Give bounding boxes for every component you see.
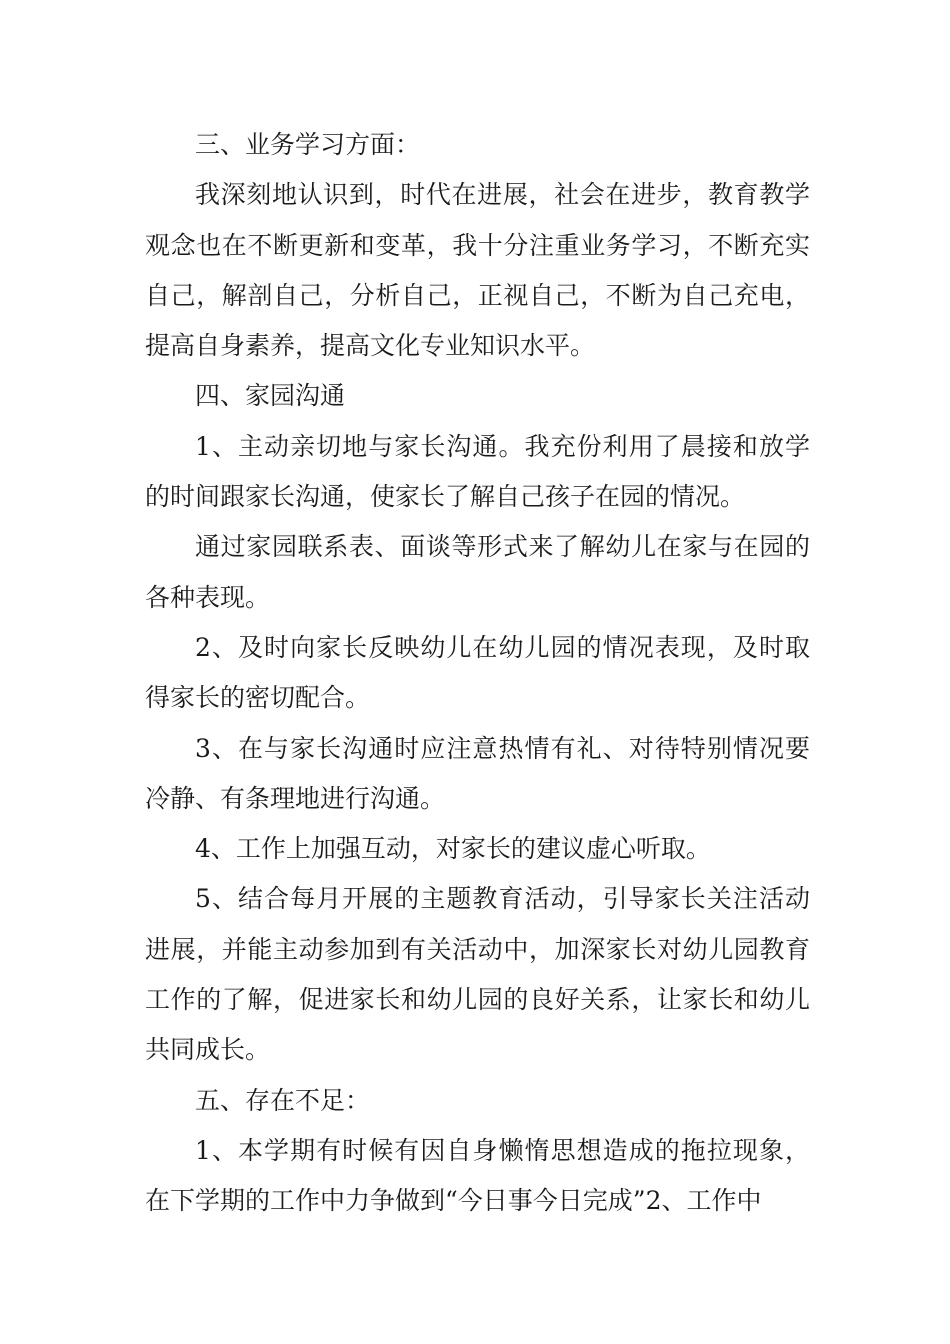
paragraph-communication-2: 2、及时向家长反映幼儿在幼儿园的情况表现，及时取得家长的密切配合。 [145, 632, 810, 713]
paragraph-communication-contact: 通过家园联系表、面谈等形式来了解幼儿在家与在园的各种表现。 [145, 532, 810, 612]
section-heading-study: 三、业务学习方面： [195, 130, 421, 159]
paragraph-communication-1: 1、主动亲切地与家长沟通。我充份利用了晨接和放学的时间跟家长沟通，使家长了解自己孩子在园的情况。 [145, 431, 810, 512]
paragraph-communication-5: 5、结合每月开展的主题教育活动，引导家长关注活动进展，并能主动参加到有关活动中，加深家长对幼儿园教育工作的了解，促进家长和幼儿园的良好关系，让家长和幼儿共同成长。 [145, 884, 810, 1065]
paragraph-communication-4: 4、工作上加强互动，对家长的建议虚心听取。 [195, 834, 711, 864]
document-body [145, 120, 810, 1227]
paragraph-study: 我深刻地认识到，时代在进展，社会在进步，教育教学观念也在不断更新和变革，我十分注重业务学习，不断充实自己，解剖自己，分析自己，正视自己，不断为自己充电，提高自身素养，提高文化专业知识水平。 [145, 180, 810, 361]
paragraph-communication-3: 3、在与家长沟通时应注意热情有礼、对待特别情况要冷静、有条理地进行沟通。 [145, 733, 810, 813]
paragraph-shortcomings-1: 1、本学期有时候有因自身懒惰思想造成的拖拉现象，在下学期的工作中力争做到“今日事今日完成”2、工作中 [145, 1135, 810, 1216]
section-heading-shortcomings: 五、存在不足： [195, 1085, 371, 1115]
section-heading-communication: 四、家园沟通 [195, 381, 346, 411]
